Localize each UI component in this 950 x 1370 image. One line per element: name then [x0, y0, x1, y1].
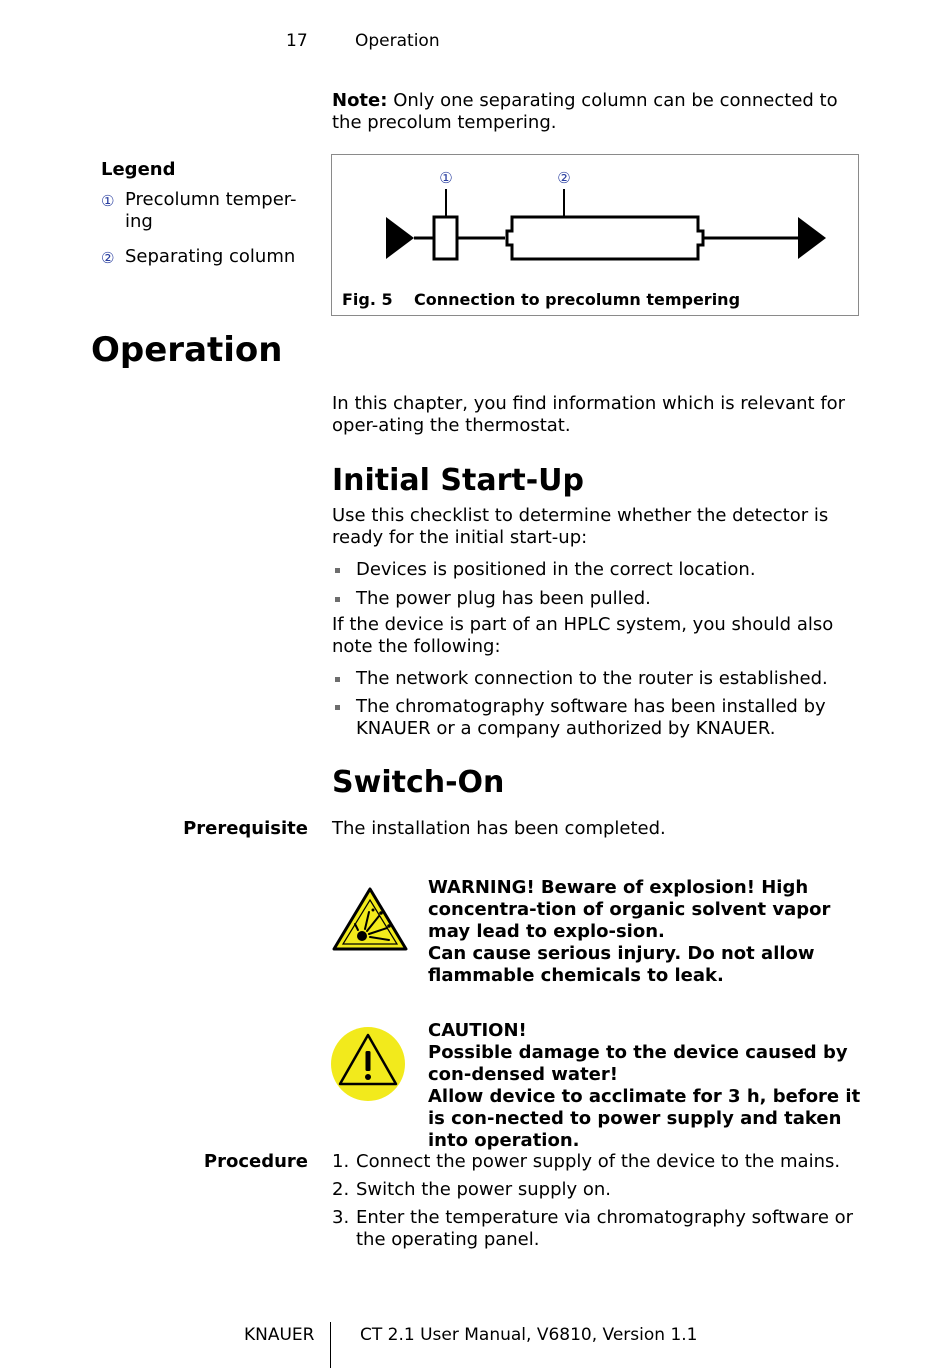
- prerequisite-text: The installation has been completed.: [332, 818, 666, 839]
- legend-item: [101, 189, 301, 233]
- figure-caption: [342, 289, 740, 311]
- step-number: 2.: [332, 1179, 350, 1200]
- caution-line-1: Possible damage to the device caused by con-densed water!: [428, 1042, 848, 1085]
- hplc-checklist: [332, 668, 862, 740]
- figure-number: Fig. 5: [342, 290, 393, 309]
- legend-title: Legend: [101, 159, 176, 180]
- header-section-title: Operation: [355, 31, 440, 51]
- hplc-intro: If the device is part of an HPLC system, you should also note the following:: [332, 614, 834, 657]
- chapter-heading: Operation: [91, 330, 283, 370]
- footer-brand: KNAUER: [244, 1325, 315, 1345]
- footer-document-info: CT 2.1 User Manual, V6810, Version 1.1: [360, 1325, 698, 1345]
- section-heading-initial-startup: Initial Start-Up: [332, 463, 585, 498]
- procedure-label: Procedure: [203, 1151, 308, 1172]
- separating-column: [507, 217, 703, 259]
- startup-intro: Use this checklist to determine whether the detector is ready for the initial start-up:: [332, 505, 829, 548]
- precolumn-tempering: [434, 217, 457, 259]
- warning-line-2: Can cause serious injury. Do not allow flammable chemicals to leak.: [428, 943, 815, 986]
- step-text: Connect the power supply of the device to the mains.: [356, 1151, 841, 1172]
- explosion-warning-icon: [331, 886, 409, 952]
- legend-item: [101, 246, 301, 269]
- list-item: Devices is positioned in the correct location.: [332, 559, 862, 581]
- caution-message: [428, 1020, 868, 1152]
- outlet-arrow-icon: [798, 217, 826, 259]
- caution-icon: [330, 1026, 406, 1102]
- legend-label: Separating column: [125, 246, 296, 267]
- step-text: Switch the power supply on.: [356, 1179, 612, 1200]
- list-item: The power plug has been pulled.: [332, 588, 862, 610]
- warning-line-1: WARNING! Beware of explosion! High concentra-tion of organic solvent vapor may lead to explo-sion.: [428, 877, 831, 942]
- note-text: Only one separating column can be connected to the precolum tempering.: [332, 90, 838, 133]
- list-item: The chromatography software has been installed by KNAUER or a company authorized by KNAUER.: [332, 696, 862, 740]
- prerequisite-label: Prerequisite: [183, 818, 308, 839]
- caution-title: CAUTION!: [428, 1020, 527, 1041]
- inlet-arrow-icon: [386, 217, 414, 259]
- procedure-step: [332, 1207, 862, 1251]
- step-number: 1.: [332, 1151, 350, 1172]
- legend-number: ①: [101, 192, 115, 210]
- callout-2: ②: [557, 169, 571, 187]
- footer-divider: [330, 1322, 331, 1368]
- procedure-step: [332, 1179, 862, 1201]
- legend-label: Precolumn temper-ing: [125, 189, 297, 232]
- section-heading-switch-on: Switch-On: [332, 765, 505, 800]
- operation-intro: In this chapter, you find information which is relevant for oper-ating the thermostat.: [332, 393, 846, 436]
- step-number: 3.: [332, 1207, 350, 1228]
- legend-number: ②: [101, 249, 115, 267]
- figure-box: [331, 154, 859, 316]
- callout-1: ①: [439, 169, 453, 187]
- note-paragraph: [332, 90, 862, 134]
- figure-legend: [101, 159, 301, 282]
- caution-line-2: Allow device to acclimate for 3 h, before it is con-nected to power supply and taken into operation.: [428, 1086, 861, 1151]
- list-item: The network connection to the router is established.: [332, 668, 862, 690]
- note-label: Note:: [332, 90, 388, 111]
- procedure-steps: [332, 1151, 862, 1257]
- procedure-step: [332, 1151, 862, 1173]
- warning-message: [428, 877, 868, 987]
- step-text: Enter the temperature via chromatography software or the operating panel.: [356, 1207, 854, 1250]
- startup-checklist: [332, 559, 862, 610]
- figure-caption-text: Connection to precolumn tempering: [414, 290, 741, 309]
- page-number: 17: [286, 31, 308, 51]
